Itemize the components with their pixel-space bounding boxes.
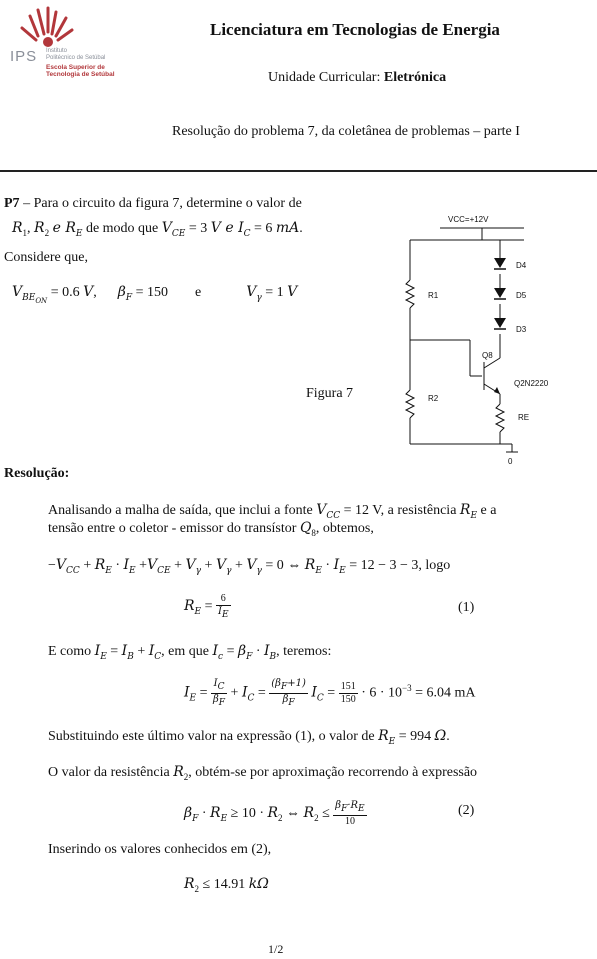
- equation-2-number: (2): [458, 803, 475, 818]
- solution-p1-line2: tensão entre o coletor - emissor do transístor $Q_8$, obtemos,: [48, 520, 374, 538]
- header-divider: [0, 170, 597, 172]
- label-vcc: VCC=+12V: [448, 215, 489, 224]
- solution-como-line: E como $I_E = I_B + I_C$, em que $I_c = \beta_F \cdot I_B$, teremos:: [48, 643, 332, 662]
- solution-subst-line: Substituindo este último valor na expressão (1), o valor de $R_E = 994$ Ω.: [48, 728, 450, 747]
- course-line: Unidade Curricular: Eletrónica: [268, 70, 447, 85]
- label-d4: D4: [516, 261, 527, 270]
- circuit-diagram: [400, 208, 597, 470]
- document-subtitle: Resolução do problema 7, da coletânea de problemas – parte I: [172, 124, 520, 139]
- document-title: Licenciatura em Tecnologias de Energia: [210, 20, 500, 39]
- equation-r2-result: $R_2 \le 14.91$ kΩ: [184, 876, 269, 894]
- solution-heading: Resolução:: [4, 466, 70, 481]
- label-d3: D3: [516, 325, 527, 334]
- figure-caption: Figura 7: [306, 386, 354, 401]
- logo-school: Escola Superior de Tecnologia de Setúbal: [46, 64, 115, 78]
- label-gnd: 0: [508, 457, 513, 466]
- problem-consider: Considere que,: [4, 250, 88, 265]
- equation-1-number: (1): [458, 600, 475, 615]
- solution-p1-line1: Analisando a malha de saída, que inclui a fonte $V_{CC} = 12$ V, a resistência $R_E$ e a: [48, 502, 497, 521]
- page-number: 1/2: [268, 942, 284, 956]
- logo-ips-text: IPS: [10, 48, 38, 65]
- label-r1: R1: [428, 291, 439, 300]
- equation-1: $R_E$ = $\frac{6}{I_E}$: [184, 593, 229, 620]
- equation-ie: $I_E$ = $\frac{I_C}{\beta_F}$ + $I_C$ = $\frac{(\beta_F+1)}{\beta_F}$ $I_C$ = $\frac{151}{150}$ · $6 \cdot 10^{-3} = 6.04$ mA: [184, 678, 476, 708]
- label-q8: Q8: [482, 351, 493, 360]
- label-d5: D5: [516, 291, 527, 300]
- solution-valor-line: O valor da resistência $R_2$, obtém-se por aproximação recorrendo à expressão: [48, 764, 478, 782]
- problem-vars: $R_1$, $R_2$ e $R_E$ de modo que $V_{CE} = 3$ V e $I_C = 6$ mA.: [12, 220, 303, 239]
- equation-loop: $-V_{CC} + R_E \cdot I_E +V_{CE} + V_\gamma + V_\gamma + V_\gamma = 0$ ⇔ $R_E \cdot I_E = 12 - 3 - 3$, logo: [48, 557, 451, 576]
- label-r2: R2: [428, 394, 439, 403]
- label-q-model: Q2N2220: [514, 379, 549, 388]
- logo-institute: Instituto Politécnico de Setúbal: [46, 48, 106, 61]
- solution-insert-line: Inserindo os valores conhecidos em (2),: [48, 842, 272, 857]
- equation-2: $\beta_F \cdot R_E \ge 10 \cdot R_2$ ⇔ $R_2$ ≤ $\frac{\beta_F\cdot R_E}{10}$: [184, 800, 365, 827]
- label-re: RE: [518, 413, 530, 422]
- problem-intro: P7 – Para o circuito da figura 7, determine o valor de: [4, 196, 302, 211]
- problem-params: $V_{BE_{ON}} = 0.6$ V, $\beta_F = 150$ e $V_\gamma = 1$ V: [12, 284, 298, 305]
